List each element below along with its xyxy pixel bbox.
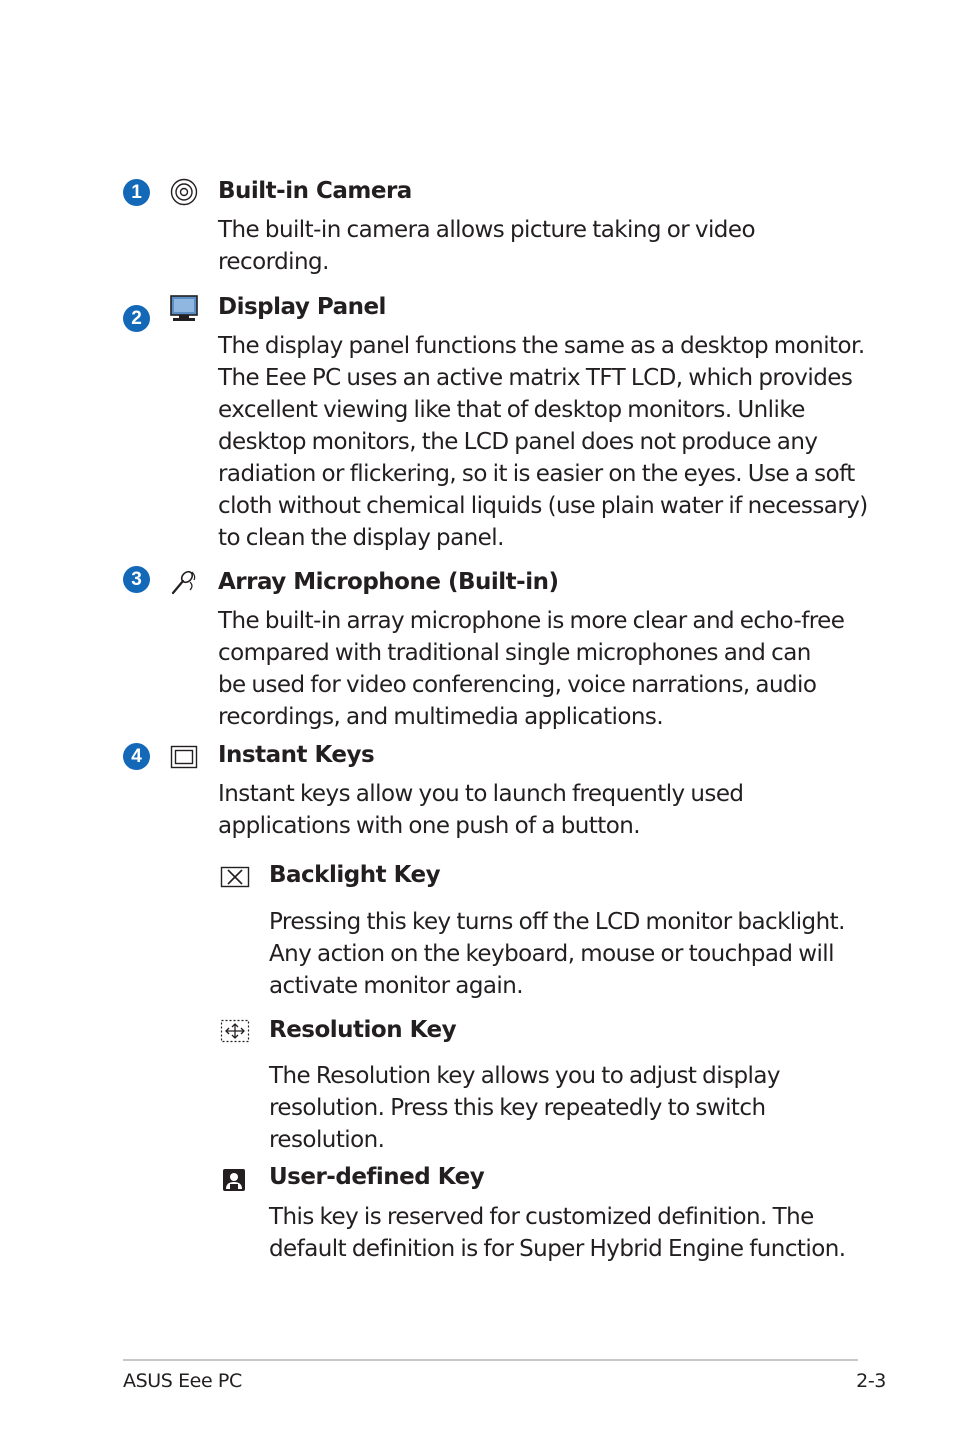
section-title: Instant Keys [218,742,375,768]
instant-keys-icon [170,745,198,769]
section-body: Instant keys allow you to launch frequently used applications with one push of a button. [218,781,744,839]
section-number-badge: 2 [123,305,150,332]
footer-title: ASUS Eee PC [123,1370,242,1392]
subkey-body: Pressing this key turns off the LCD monitor backlight. Any action on the keyboard, mouse or touchpad will activate monitor again. [269,909,845,999]
page-number: 2-3 [856,1370,886,1392]
section-body: The built-in array microphone is more clear and echo-free compared with traditional single microphones and can be used for video conferencing, voice narrations, audio recordings, and multimedia applications. [218,608,845,730]
microphone-icon [170,568,196,598]
subkey-body: This key is reserved for customized definition. The default definition is for Super Hybrid Engine function. [269,1204,846,1262]
subkey-title: Backlight Key [269,862,441,888]
section-title: Display Panel [218,294,386,320]
section-title: Built-in Camera [218,178,412,204]
resolution-icon [220,1019,250,1043]
section-number-badge: 4 [123,743,150,770]
section-number-badge: 1 [123,179,150,206]
backlight-off-icon [220,866,250,888]
subkey-body: The Resolution key allows you to adjust display resolution. Press this key repeatedly to switch resolution. [269,1063,780,1153]
section-number-badge: 3 [123,566,150,593]
section-title: Array Microphone (Built-in) [218,569,559,595]
section-body: The display panel functions the same as a desktop monitor. The Eee PC uses an active matrix TFT LCD, which provides excellent viewing like that of desktop monitors. Unlike desktop monitors, the LCD panel does not produce any radiation or flickering, so it is easier on the eyes. Use a soft cloth without chemical liquids (use plain water if necessary) to clean the display panel. [218,333,868,551]
section-body: The built-in camera allows picture taking or video recording. [218,217,755,275]
subkey-title: Resolution Key [269,1017,457,1043]
camera-icon [170,178,198,206]
subkey-title: User-defined Key [269,1164,485,1190]
user-defined-icon [222,1168,246,1192]
monitor-icon [169,294,199,322]
footer-rule [123,1359,858,1361]
